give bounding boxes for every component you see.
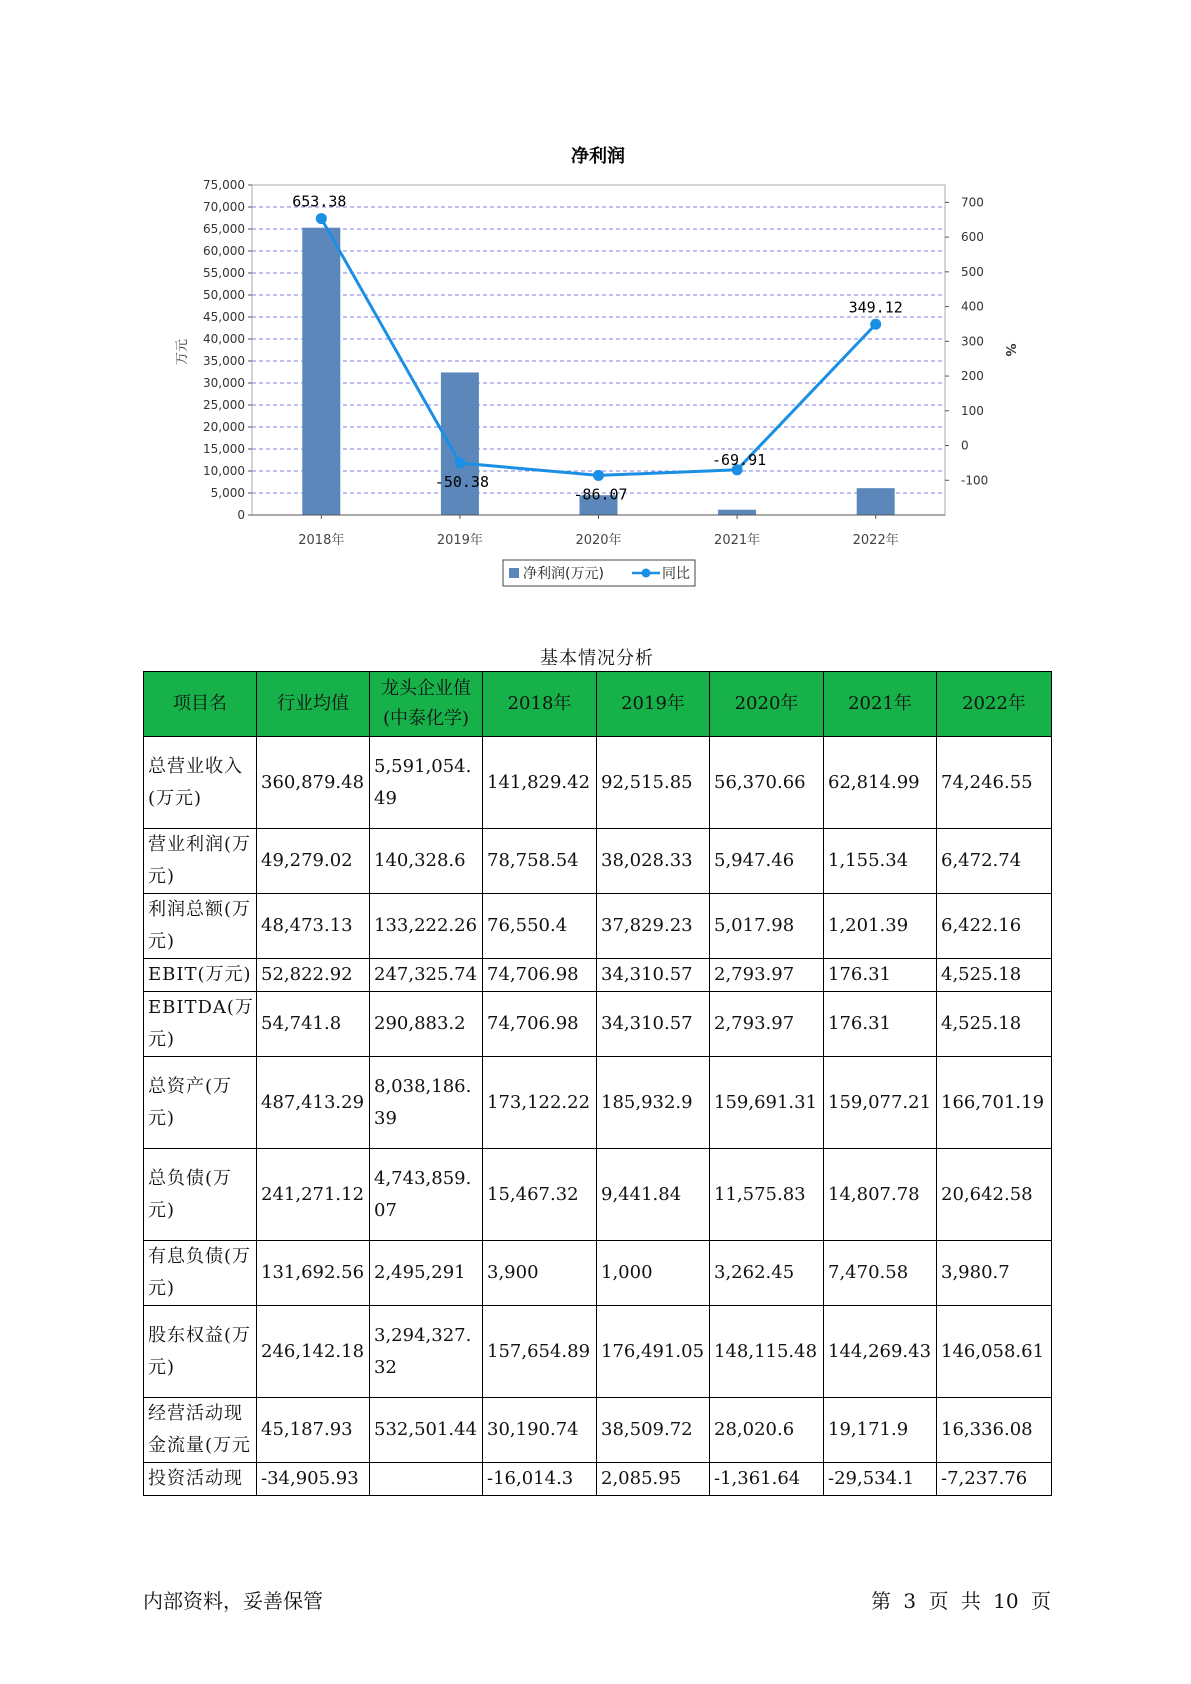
table-cell: 34,310.57 <box>597 959 710 992</box>
y-tick-label: 0 <box>237 508 245 522</box>
chart-title: 净利润 <box>571 146 625 167</box>
x-tick-label: 2022年 <box>852 533 899 548</box>
point-yoy <box>593 470 604 481</box>
header-year-2022: 2022年 <box>937 672 1052 737</box>
table-cell <box>370 1463 483 1496</box>
legend-bar-swatch <box>509 568 519 578</box>
table-cell: 6,472.74 <box>937 829 1052 894</box>
table-row <box>144 1241 1052 1306</box>
table-cell: 15,467.32 <box>483 1149 597 1241</box>
y-tick-label: 40,000 <box>203 332 245 346</box>
line-series-yoy <box>292 193 903 504</box>
table-cell: 14,807.78 <box>824 1149 937 1241</box>
table-cell: 144,269.43 <box>824 1306 937 1398</box>
table-cell: 148,115.48 <box>710 1306 824 1398</box>
table-row <box>144 1463 1052 1496</box>
table-cell: 6,422.16 <box>937 894 1052 959</box>
chart-gridlines <box>252 185 945 515</box>
x-tick-label: 2019年 <box>436 533 483 548</box>
row-label: 投资活动现 <box>144 1463 257 1496</box>
table-cell: 3,262.45 <box>710 1241 824 1306</box>
table-cell: -34,905.93 <box>257 1463 370 1496</box>
row-label: EBITDA(万元) <box>144 992 257 1057</box>
y2-tick-label: 0 <box>961 438 969 453</box>
y-tick-label: 10,000 <box>203 464 245 478</box>
row-label: 经营活动现金流量(万元 <box>144 1398 257 1463</box>
table-cell: -29,534.1 <box>824 1463 937 1496</box>
table-cell: 159,691.31 <box>710 1057 824 1149</box>
legend-line-label: 同比 <box>662 566 690 582</box>
x-tick-label: 2018年 <box>298 533 345 548</box>
table-cell: 74,706.98 <box>483 992 597 1057</box>
table-cell: 5,017.98 <box>710 894 824 959</box>
header-leader-value: 龙头企业值(中泰化学) <box>370 672 483 737</box>
table-cell: 74,246.55 <box>937 737 1052 829</box>
y-tick-label: 60,000 <box>203 244 245 258</box>
data-label-yoy: 349.12 <box>848 298 903 317</box>
row-label: 利润总额(万元) <box>144 894 257 959</box>
table-row <box>144 737 1052 829</box>
table-cell: -16,014.3 <box>483 1463 597 1496</box>
y-tick-label: 50,000 <box>203 288 245 302</box>
table-cell: 241,271.12 <box>257 1149 370 1241</box>
header-industry-average: 行业均值 <box>257 672 370 737</box>
table-cell: 2,793.97 <box>710 959 824 992</box>
header-year-2020: 2020年 <box>710 672 824 737</box>
y2-tick-label: 200 <box>961 369 984 384</box>
table-cell: 176.31 <box>824 959 937 992</box>
row-label: EBIT(万元) <box>144 959 257 992</box>
table-cell: 159,077.21 <box>824 1057 937 1149</box>
y-tick-label: 55,000 <box>203 266 245 280</box>
table-row <box>144 1306 1052 1398</box>
table-cell: 48,473.13 <box>257 894 370 959</box>
table-cell: 176,491.05 <box>597 1306 710 1398</box>
bar-net-profit <box>718 510 756 515</box>
table-cell: 4,743,859.07 <box>370 1149 483 1241</box>
table-cell: 49,279.02 <box>257 829 370 894</box>
table-cell: 5,947.46 <box>710 829 824 894</box>
point-yoy <box>870 319 881 330</box>
table-cell: 92,515.85 <box>597 737 710 829</box>
table-cell: 52,822.92 <box>257 959 370 992</box>
table-cell: 76,550.4 <box>483 894 597 959</box>
table-caption: 基本情况分析 <box>540 648 654 669</box>
table-cell: 532,501.44 <box>370 1398 483 1463</box>
table-cell: 133,222.26 <box>370 894 483 959</box>
table-cell: 54,741.8 <box>257 992 370 1057</box>
table-cell: 7,470.58 <box>824 1241 937 1306</box>
data-label-yoy: -69.91 <box>712 450 767 469</box>
x-tick-label: 2021年 <box>714 533 761 548</box>
table-row <box>144 992 1052 1057</box>
table-cell: -1,361.64 <box>710 1463 824 1496</box>
table-cell: 74,706.98 <box>483 959 597 992</box>
footer-confidential-note: 内部资料，妥善保管 <box>143 1589 323 1613</box>
row-label: 总负债(万元) <box>144 1149 257 1241</box>
y2-tick-label: -100 <box>961 473 989 488</box>
row-label: 总资产(万元) <box>144 1057 257 1149</box>
net-profit-chart <box>0 0 1191 600</box>
y2-tick-label: 300 <box>961 334 984 349</box>
table-row <box>144 1057 1052 1149</box>
table-cell: 3,900 <box>483 1241 597 1306</box>
y-tick-label: 20,000 <box>203 420 245 434</box>
table-row <box>144 1149 1052 1241</box>
legend-line-marker <box>642 569 651 578</box>
header-year-2019: 2019年 <box>597 672 710 737</box>
y-tick-label: 70,000 <box>203 200 245 214</box>
table-cell: 20,642.58 <box>937 1149 1052 1241</box>
table-cell: 19,171.9 <box>824 1398 937 1463</box>
y2-tick-label: 700 <box>961 195 984 210</box>
data-label-yoy: -50.38 <box>434 473 489 492</box>
table-cell: 4,525.18 <box>937 959 1052 992</box>
table-cell: 3,980.7 <box>937 1241 1052 1306</box>
table-cell: 1,000 <box>597 1241 710 1306</box>
header-year-2018: 2018年 <box>483 672 597 737</box>
table-cell: 45,187.93 <box>257 1398 370 1463</box>
table-cell: -7,237.76 <box>937 1463 1052 1496</box>
table-cell: 487,413.29 <box>257 1057 370 1149</box>
table-cell: 38,028.33 <box>597 829 710 894</box>
table-cell: 2,085.95 <box>597 1463 710 1496</box>
table-cell: 290,883.2 <box>370 992 483 1057</box>
table-cell: 131,692.56 <box>257 1241 370 1306</box>
basic-situation-table <box>143 671 1052 1496</box>
y-tick-label: 45,000 <box>203 310 245 324</box>
table-cell: 78,758.54 <box>483 829 597 894</box>
table-cell: 146,058.61 <box>937 1306 1052 1398</box>
table-cell: 56,370.66 <box>710 737 824 829</box>
y-tick-label: 65,000 <box>203 222 245 236</box>
table-cell: 8,038,186.39 <box>370 1057 483 1149</box>
table-cell: 360,879.48 <box>257 737 370 829</box>
point-yoy <box>454 458 465 469</box>
row-label: 有息负债(万元) <box>144 1241 257 1306</box>
table-cell: 9,441.84 <box>597 1149 710 1241</box>
table-cell: 185,932.9 <box>597 1057 710 1149</box>
table-cell: 1,201.39 <box>824 894 937 959</box>
chart-legend <box>503 560 695 586</box>
header-item-name: 项目名 <box>144 672 257 737</box>
table-row <box>144 959 1052 992</box>
data-label-yoy: 653.38 <box>292 192 347 211</box>
table-cell: 173,122.22 <box>483 1057 597 1149</box>
y2-tick-label: 500 <box>961 264 984 279</box>
plot-frame <box>252 185 945 515</box>
y-tick-label: 30,000 <box>203 376 245 390</box>
data-label-yoy: -86.07 <box>573 485 628 504</box>
table-body <box>144 737 1052 1496</box>
table-cell: 28,020.6 <box>710 1398 824 1463</box>
table-cell: 62,814.99 <box>824 737 937 829</box>
table-cell: 38,509.72 <box>597 1398 710 1463</box>
y2-tick-label: 400 <box>961 299 984 314</box>
table-cell: 30,190.74 <box>483 1398 597 1463</box>
line-yoy-path <box>321 219 875 476</box>
point-yoy <box>316 213 327 224</box>
y-tick-label: 35,000 <box>203 354 245 368</box>
table-cell: 2,793.97 <box>710 992 824 1057</box>
x-tick-label: 2020年 <box>575 533 622 548</box>
table-cell: 166,701.19 <box>937 1057 1052 1149</box>
y-tick-label: 75,000 <box>203 178 245 192</box>
y2-tick-label: 100 <box>961 403 984 418</box>
table-row <box>144 1398 1052 1463</box>
y-tick-label: 5,000 <box>210 486 245 500</box>
row-label: 营业利润(万元) <box>144 829 257 894</box>
table-cell: 16,336.08 <box>937 1398 1052 1463</box>
y2-tick-label: 600 <box>961 230 984 245</box>
y-axis-label-left: 万元 <box>175 338 190 366</box>
table-row <box>144 829 1052 894</box>
y-tick-label: 15,000 <box>203 442 245 456</box>
y-axis-label-right: % <box>1002 343 1017 357</box>
table-cell: 157,654.89 <box>483 1306 597 1398</box>
bar-net-profit <box>441 372 479 515</box>
table-cell: 247,325.74 <box>370 959 483 992</box>
table-row <box>144 894 1052 959</box>
table-cell: 1,155.34 <box>824 829 937 894</box>
table-cell: 37,829.23 <box>597 894 710 959</box>
row-label: 总营业收入(万元) <box>144 737 257 829</box>
row-label: 股东权益(万元) <box>144 1306 257 1398</box>
table-cell: 5,591,054.49 <box>370 737 483 829</box>
table-cell: 4,525.18 <box>937 992 1052 1057</box>
table-cell: 34,310.57 <box>597 992 710 1057</box>
bar-net-profit <box>857 488 895 515</box>
table-cell: 11,575.83 <box>710 1149 824 1241</box>
header-year-2021: 2021年 <box>824 672 937 737</box>
table-cell: 140,328.6 <box>370 829 483 894</box>
table-cell: 246,142.18 <box>257 1306 370 1398</box>
table-header-row <box>144 672 1052 737</box>
table-cell: 141,829.42 <box>483 737 597 829</box>
legend-bar-label: 净利润(万元) <box>523 566 604 582</box>
table-cell: 2,495,291 <box>370 1241 483 1306</box>
table-cell: 3,294,327.32 <box>370 1306 483 1398</box>
y-tick-label: 25,000 <box>203 398 245 412</box>
footer-page-number: 第 3 页 共 10 页 <box>871 1589 1051 1613</box>
bar-net-profit <box>302 228 340 515</box>
table-cell: 176.31 <box>824 992 937 1057</box>
